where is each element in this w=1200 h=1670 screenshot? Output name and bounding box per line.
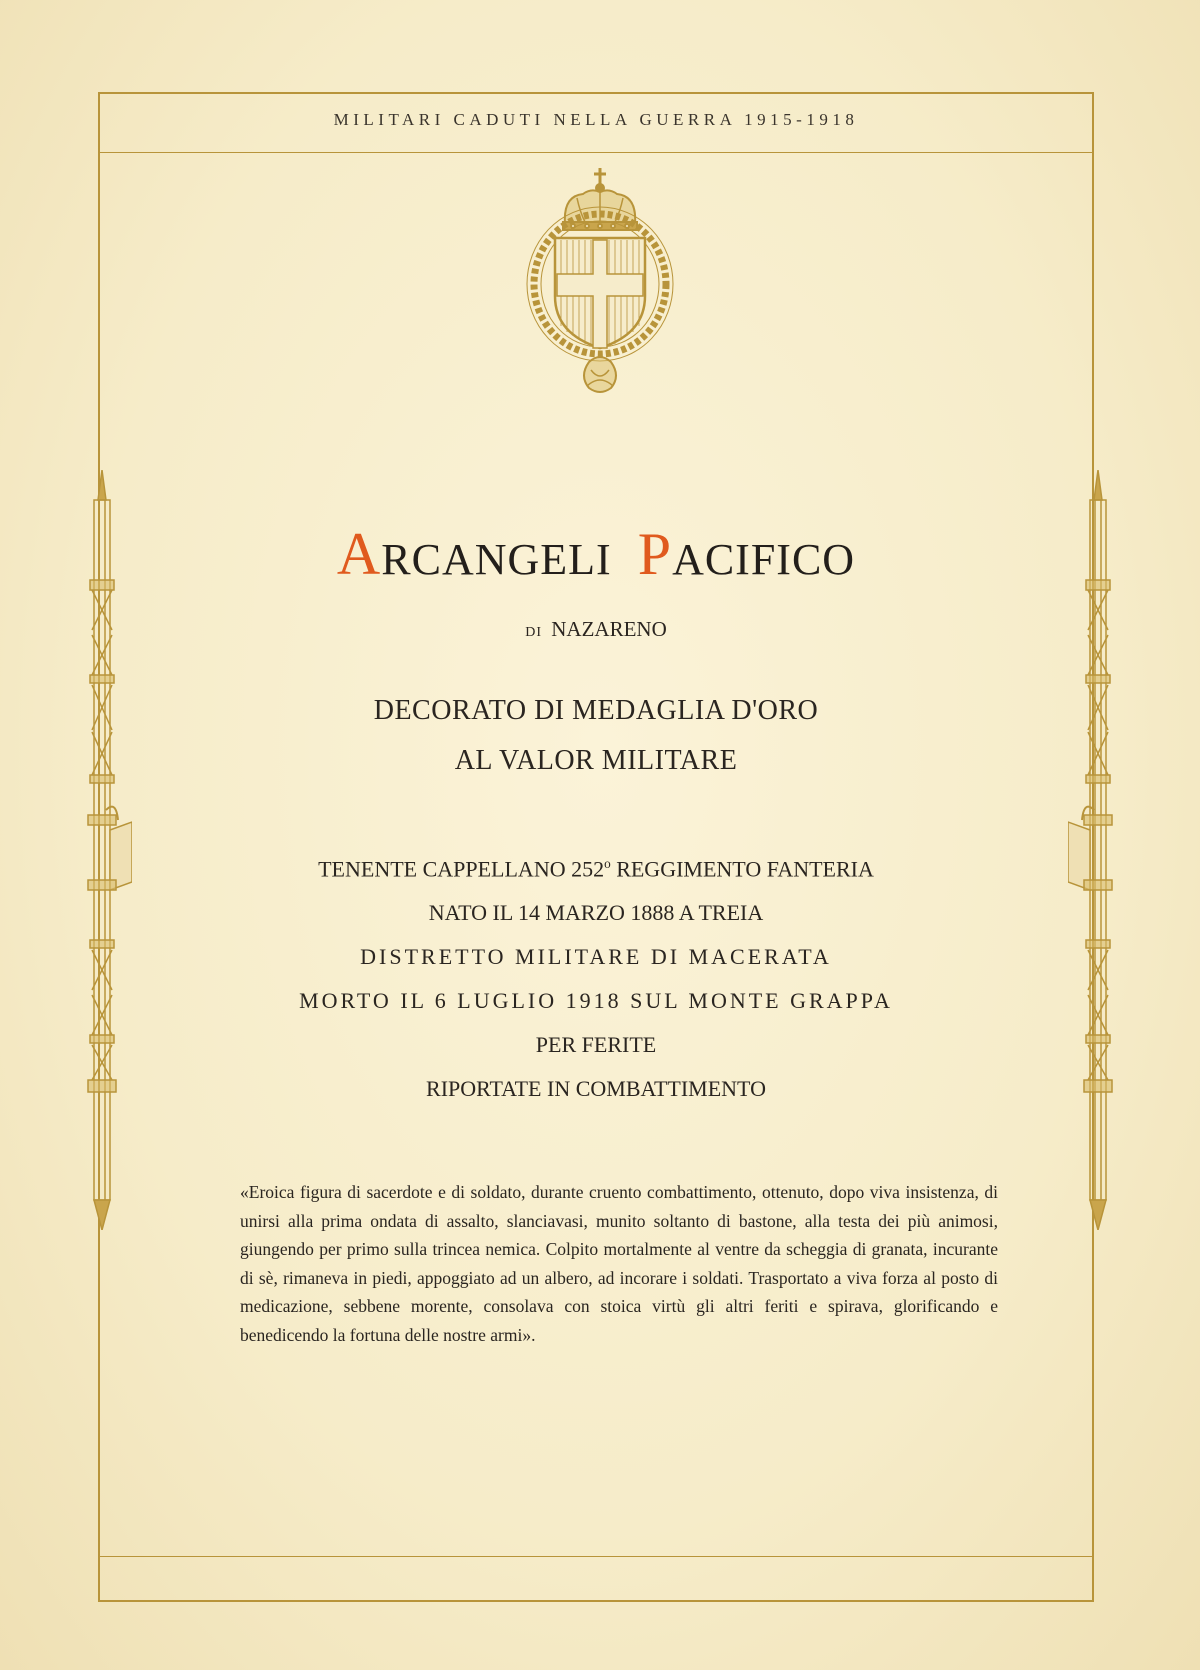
honoree-name [98, 520, 1094, 589]
service-details [98, 842, 1094, 1111]
header-divider [98, 152, 1094, 153]
district-line: DISTRETTO MILITARE DI MACERATA [360, 944, 832, 970]
decoration-line-1: DECORATO DI MEDAGLIA D'ORO [373, 695, 819, 726]
given-name-initial: P [637, 521, 673, 587]
savoy-coat-of-arms-icon [525, 166, 675, 401]
header-title: MILITARI CADUTI NELLA GUERRA 1915-1918 [333, 110, 859, 129]
father-line [98, 617, 1094, 642]
decoration-line-2: AL VALOR MILITARE [454, 745, 738, 776]
death-line: MORTO IL 6 LUGLIO 1918 SUL MONTE GRAPPA [299, 988, 893, 1014]
surname-rest: RCANGELI [381, 535, 612, 584]
footer-divider [98, 1556, 1094, 1557]
father-prefix: DI [525, 625, 543, 640]
medal-citation: «Eroica figura di sacerdote e di soldato, durante cruento combattimento, ottenuto, dopo viva insistenza, di unirsi alla prima ondata di assalto, slanciavasi, munito soltanto di bastone, alla testa dei più animosi, giungendo per primo sulla trincea nemica. Colpito mortalmente al ventre da scheggia di granata, incurante di sè, rimaneva in piedi, appoggiato ad un albero, ad incorare i soldati. Trasportato a viva forza al posto di medicazione, sebbene morente, consolava con stoica virtù gli altri feriti e spirava, glorificando e benedicendo la fortuna delle nostre armi». [240, 1182, 998, 1345]
surname-initial: A [336, 521, 382, 587]
birth-line: NATO IL 14 MARZO 1888 A TREIA [428, 900, 764, 926]
rank-text: TENENTE CAPPELLANO 252 [318, 856, 605, 882]
cause-line-1: PER FERITE [535, 1032, 657, 1058]
cause-line-2: RIPORTATE IN COMBATTIMENTO [426, 1076, 766, 1102]
decoration-block [98, 686, 1094, 786]
given-name-rest: ACIFICO [672, 535, 856, 584]
rank-line [98, 842, 1094, 891]
regiment-text: REGGIMENTO FANTERIA [610, 856, 874, 882]
father-name: NAZARENO [551, 617, 667, 641]
ordinal-mark: o [604, 856, 611, 871]
